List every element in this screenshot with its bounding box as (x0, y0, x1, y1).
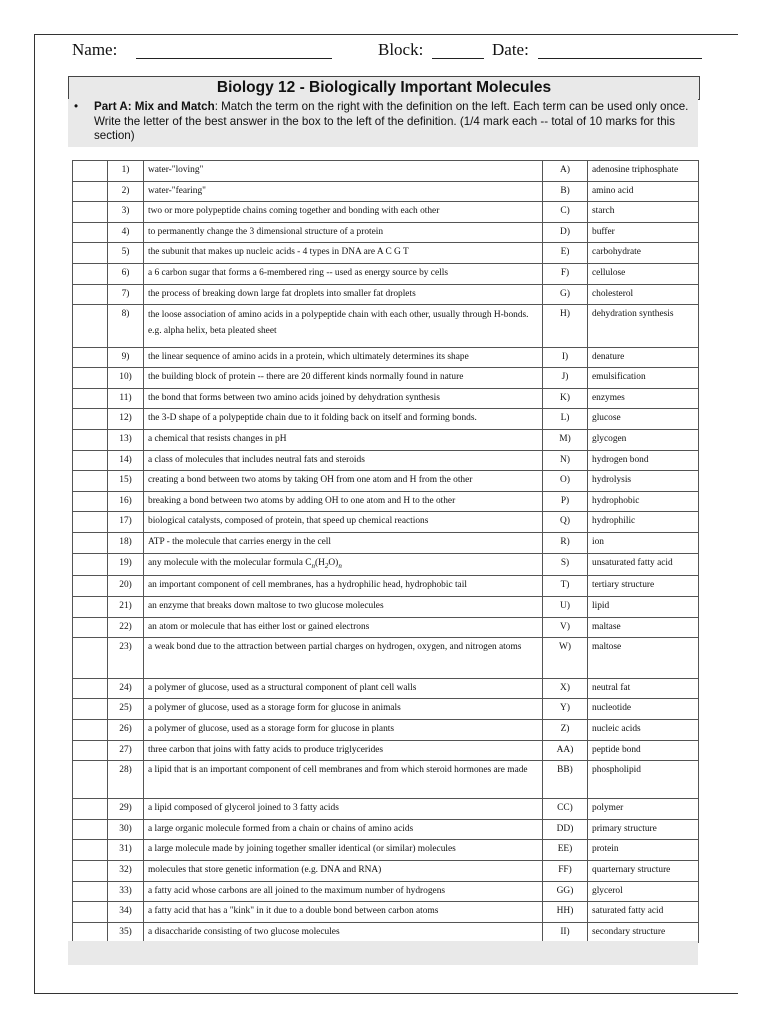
definition-text: the building block of protein -- there are 20 different kinds normally found in nature (144, 368, 543, 389)
answer-box[interactable] (73, 902, 108, 923)
student-info-line (72, 40, 712, 64)
table-row (73, 799, 699, 820)
table-row (73, 761, 699, 799)
date-label: Date: (492, 40, 529, 59)
definition-text: to permanently change the 3 dimensional structure of a protein (144, 222, 543, 243)
question-number: 10) (108, 368, 144, 389)
term-letter: D) (543, 222, 588, 243)
definition-text: a class of molecules that includes neutral fats and steroids (144, 450, 543, 471)
question-number: 9) (108, 347, 144, 368)
term-text: starch (588, 202, 699, 223)
term-letter: DD) (543, 819, 588, 840)
question-number: 31) (108, 840, 144, 861)
term-letter: F) (543, 263, 588, 284)
definition-text: creating a bond between two atoms by taking OH from one atom and H from the other (144, 471, 543, 492)
term-text: denature (588, 347, 699, 368)
answer-box[interactable] (73, 161, 108, 182)
term-text: glucose (588, 409, 699, 430)
term-letter: FF) (543, 860, 588, 881)
term-text: hydrophobic (588, 491, 699, 512)
date-blank[interactable] (538, 58, 702, 59)
table-row (73, 576, 699, 597)
definition-text: a disaccharide consisting of two glucose molecules (144, 922, 543, 943)
question-number: 15) (108, 471, 144, 492)
question-number: 35) (108, 922, 144, 943)
term-text: hydrophilic (588, 512, 699, 533)
definition-text: the loose association of amino acids in a polypeptide chain with each other, usually through H-bonds. e.g. alpha helix, beta pleated sheet (144, 305, 543, 348)
table-row (73, 161, 699, 182)
definition-text: a large molecule made by joining together smaller identical (or similar) molecules (144, 840, 543, 861)
term-letter: R) (543, 533, 588, 554)
answer-box[interactable] (73, 699, 108, 720)
definition-text: two or more polypeptide chains coming together and bonding with each other (144, 202, 543, 223)
answer-box[interactable] (73, 819, 108, 840)
table-row (73, 678, 699, 699)
answer-box[interactable] (73, 740, 108, 761)
term-letter: P) (543, 491, 588, 512)
answer-box[interactable] (73, 222, 108, 243)
term-text: cholesterol (588, 284, 699, 305)
answer-box[interactable] (73, 512, 108, 533)
term-text: tertiary structure (588, 576, 699, 597)
formula-part: n (311, 561, 315, 570)
answer-box[interactable] (73, 491, 108, 512)
question-number: 25) (108, 699, 144, 720)
definition-text: molecules that store genetic information (e.g. DNA and RNA) (144, 860, 543, 881)
answer-box[interactable] (73, 761, 108, 799)
table-row (73, 638, 699, 679)
part-label: Part A: Mix and Match (94, 100, 215, 113)
answer-box[interactable] (73, 617, 108, 638)
term-letter: Y) (543, 699, 588, 720)
answer-box[interactable] (73, 388, 108, 409)
formula-part: (H (315, 557, 325, 568)
answer-box[interactable] (73, 719, 108, 740)
term-text: dehydration synthesis (588, 305, 699, 348)
answer-box[interactable] (73, 881, 108, 902)
term-text: enzymes (588, 388, 699, 409)
definition-text: the bond that forms between two amino acids joined by dehydration synthesis (144, 388, 543, 409)
term-text: primary structure (588, 819, 699, 840)
question-number: 32) (108, 860, 144, 881)
term-letter: N) (543, 450, 588, 471)
term-letter: BB) (543, 761, 588, 799)
term-text: peptide bond (588, 740, 699, 761)
definition-text: breaking a bond between two atoms by adding OH to one atom and H to the other (144, 491, 543, 512)
question-number: 29) (108, 799, 144, 820)
question-number: 30) (108, 819, 144, 840)
term-letter: A) (543, 161, 588, 182)
definition-text (144, 553, 543, 576)
table-row (73, 597, 699, 618)
answer-box[interactable] (73, 202, 108, 223)
definition-text: a polymer of glucose, used as a storage form for glucose in animals (144, 699, 543, 720)
answer-box[interactable] (73, 840, 108, 861)
answer-box[interactable] (73, 576, 108, 597)
table-row (73, 881, 699, 902)
term-text: maltose (588, 638, 699, 679)
answer-box[interactable] (73, 553, 108, 576)
answer-box[interactable] (73, 284, 108, 305)
table-row (73, 222, 699, 243)
instructions-text (94, 100, 692, 144)
term-letter: Z) (543, 719, 588, 740)
name-blank[interactable] (136, 58, 332, 59)
matching-table-body (73, 161, 699, 943)
answer-box[interactable] (73, 305, 108, 348)
term-letter: O) (543, 471, 588, 492)
term-letter: EE) (543, 840, 588, 861)
definition-text: a polymer of glucose, used as a storage form for glucose in plants (144, 719, 543, 740)
question-number: 23) (108, 638, 144, 679)
answer-box[interactable] (73, 922, 108, 943)
question-number: 1) (108, 161, 144, 182)
answer-box[interactable] (73, 450, 108, 471)
definition-text: the 3-D shape of a polypeptide chain due to it folding back on itself and forming bonds. (144, 409, 543, 430)
term-text: carbohydrate (588, 243, 699, 264)
table-row (73, 512, 699, 533)
question-number: 5) (108, 243, 144, 264)
table-row (73, 409, 699, 430)
term-letter: GG) (543, 881, 588, 902)
question-number: 17) (108, 512, 144, 533)
bullet-icon: • (74, 100, 79, 113)
table-row (73, 284, 699, 305)
definition-text: an enzyme that breaks down maltose to two glucose molecules (144, 597, 543, 618)
table-row (73, 450, 699, 471)
term-text: ion (588, 533, 699, 554)
term-letter: C) (543, 202, 588, 223)
answer-box[interactable] (73, 368, 108, 389)
term-text: unsaturated fatty acid (588, 553, 699, 576)
definition-text: the linear sequence of amino acids in a protein, which ultimately determines its shape (144, 347, 543, 368)
definition-text: three carbon that joins with fatty acids to produce triglycerides (144, 740, 543, 761)
term-text: polymer (588, 799, 699, 820)
table-row (73, 347, 699, 368)
term-text: hydrogen bond (588, 450, 699, 471)
answer-box[interactable] (73, 430, 108, 451)
block-label: Block: (378, 40, 424, 59)
term-text: buffer (588, 222, 699, 243)
worksheet-title: Biology 12 - Biologically Important Molecules (68, 76, 700, 100)
question-number: 34) (108, 902, 144, 923)
question-number: 11) (108, 388, 144, 409)
answer-box[interactable] (73, 243, 108, 264)
table-row (73, 553, 699, 576)
table-row (73, 388, 699, 409)
table-row (73, 860, 699, 881)
definition-text: a large organic molecule formed from a chain or chains of amino acids (144, 819, 543, 840)
table-row (73, 617, 699, 638)
answer-box[interactable] (73, 860, 108, 881)
question-number: 26) (108, 719, 144, 740)
answer-box[interactable] (73, 409, 108, 430)
definition-text: a polymer of glucose, used as a structural component of plant cell walls (144, 678, 543, 699)
term-letter: J) (543, 368, 588, 389)
term-text: secondary structure (588, 922, 699, 943)
term-text: amino acid (588, 181, 699, 202)
definition-text: a lipid that is an important component of cell membranes and from which steroid hormones are made (144, 761, 543, 799)
table-row (73, 902, 699, 923)
term-text: phospholipid (588, 761, 699, 799)
definition-text: biological catalysts, composed of protein, that speed up chemical reactions (144, 512, 543, 533)
block-blank[interactable] (432, 58, 484, 59)
term-letter: CC) (543, 799, 588, 820)
term-text: nucleic acids (588, 719, 699, 740)
term-text: hydrolysis (588, 471, 699, 492)
answer-box[interactable] (73, 347, 108, 368)
answer-box[interactable] (73, 638, 108, 679)
term-letter: I) (543, 347, 588, 368)
table-row (73, 471, 699, 492)
question-number: 22) (108, 617, 144, 638)
table-row (73, 533, 699, 554)
definition-text: the process of breaking down large fat droplets into smaller fat droplets (144, 284, 543, 305)
answer-box[interactable] (73, 799, 108, 820)
table-row (73, 719, 699, 740)
term-text: glycerol (588, 881, 699, 902)
term-text: neutral fat (588, 678, 699, 699)
question-number: 7) (108, 284, 144, 305)
definition-text: water-"loving" (144, 161, 543, 182)
table-row (73, 819, 699, 840)
definition-text: a fatty acid that has a "kink" in it due to a double bond between carbon atoms (144, 902, 543, 923)
answer-box[interactable] (73, 533, 108, 554)
term-letter: S) (543, 553, 588, 576)
answer-box[interactable] (73, 678, 108, 699)
answer-box[interactable] (73, 181, 108, 202)
term-letter: L) (543, 409, 588, 430)
matching-table (72, 160, 699, 943)
question-number: 18) (108, 533, 144, 554)
bottom-shaded-band (68, 941, 698, 965)
term-text: adenosine triphosphate (588, 161, 699, 182)
term-letter: HH) (543, 902, 588, 923)
term-text: protein (588, 840, 699, 861)
question-number: 13) (108, 430, 144, 451)
definition-text: a fatty acid whose carbons are all joined to the maximum number of hydrogens (144, 881, 543, 902)
term-letter: G) (543, 284, 588, 305)
term-letter: K) (543, 388, 588, 409)
term-text: maltase (588, 617, 699, 638)
term-text: emulsification (588, 368, 699, 389)
answer-box[interactable] (73, 263, 108, 284)
question-number: 6) (108, 263, 144, 284)
question-number: 27) (108, 740, 144, 761)
question-number: 24) (108, 678, 144, 699)
term-text: nucleotide (588, 699, 699, 720)
term-text: quarternary structure (588, 860, 699, 881)
table-row (73, 305, 699, 348)
definition-main: any molecule with the molecular formula C (148, 557, 312, 568)
term-text: lipid (588, 597, 699, 618)
term-letter: T) (543, 576, 588, 597)
term-letter: AA) (543, 740, 588, 761)
term-letter: B) (543, 181, 588, 202)
definition-text: a lipid composed of glycerol joined to 3 fatty acids (144, 799, 543, 820)
question-number: 14) (108, 450, 144, 471)
question-number: 4) (108, 222, 144, 243)
formula-part: O) (328, 557, 339, 568)
question-number: 19) (108, 553, 144, 576)
definition-text: ATP - the molecule that carries energy in the cell (144, 533, 543, 554)
table-row (73, 740, 699, 761)
question-number: 3) (108, 202, 144, 223)
question-number: 28) (108, 761, 144, 799)
term-text: cellulose (588, 263, 699, 284)
term-text: saturated fatty acid (588, 902, 699, 923)
table-row (73, 202, 699, 223)
term-letter: E) (543, 243, 588, 264)
table-row (73, 699, 699, 720)
question-number: 2) (108, 181, 144, 202)
term-letter: II) (543, 922, 588, 943)
term-letter: V) (543, 617, 588, 638)
formula-part: 2 (324, 561, 329, 570)
answer-box[interactable] (73, 597, 108, 618)
table-row (73, 243, 699, 264)
question-number: 33) (108, 881, 144, 902)
definition-text: water-"fearing" (144, 181, 543, 202)
term-letter: H) (543, 305, 588, 348)
definition-text: an atom or molecule that has either lost or gained electrons (144, 617, 543, 638)
table-row (73, 922, 699, 943)
table-row (73, 181, 699, 202)
term-letter: M) (543, 430, 588, 451)
definition-text: the subunit that makes up nucleic acids - 4 types in DNA are A C G T (144, 243, 543, 264)
term-letter: X) (543, 678, 588, 699)
term-letter: U) (543, 597, 588, 618)
definition-text: a chemical that resists changes in pH (144, 430, 543, 451)
term-letter: Q) (543, 512, 588, 533)
table-row (73, 263, 699, 284)
question-number: 8) (108, 305, 144, 348)
instructions-block (68, 99, 698, 147)
question-number: 20) (108, 576, 144, 597)
definition-text: a weak bond due to the attraction between partial charges on hydrogen, oxygen, and nitrogen atoms (144, 638, 543, 679)
instructions-body: : Match the term on the right with the definition on the left. Each term can be used only once. Write the letter of the best answer in the box to the left of the definition. (1/4 mark each -- total of 10 marks for this section) (94, 100, 689, 142)
answer-box[interactable] (73, 471, 108, 492)
formula-part: n (338, 561, 342, 570)
table-row (73, 491, 699, 512)
term-text: glycogen (588, 430, 699, 451)
name-label: Name: (72, 40, 118, 59)
question-number: 16) (108, 491, 144, 512)
definition-text: an important component of cell membranes, has a hydrophilic head, hydrophobic tail (144, 576, 543, 597)
table-row (73, 368, 699, 389)
question-number: 21) (108, 597, 144, 618)
table-row (73, 840, 699, 861)
table-row (73, 430, 699, 451)
question-number: 12) (108, 409, 144, 430)
definition-text: a 6 carbon sugar that forms a 6-membered ring -- used as energy source by cells (144, 263, 543, 284)
term-letter: W) (543, 638, 588, 679)
